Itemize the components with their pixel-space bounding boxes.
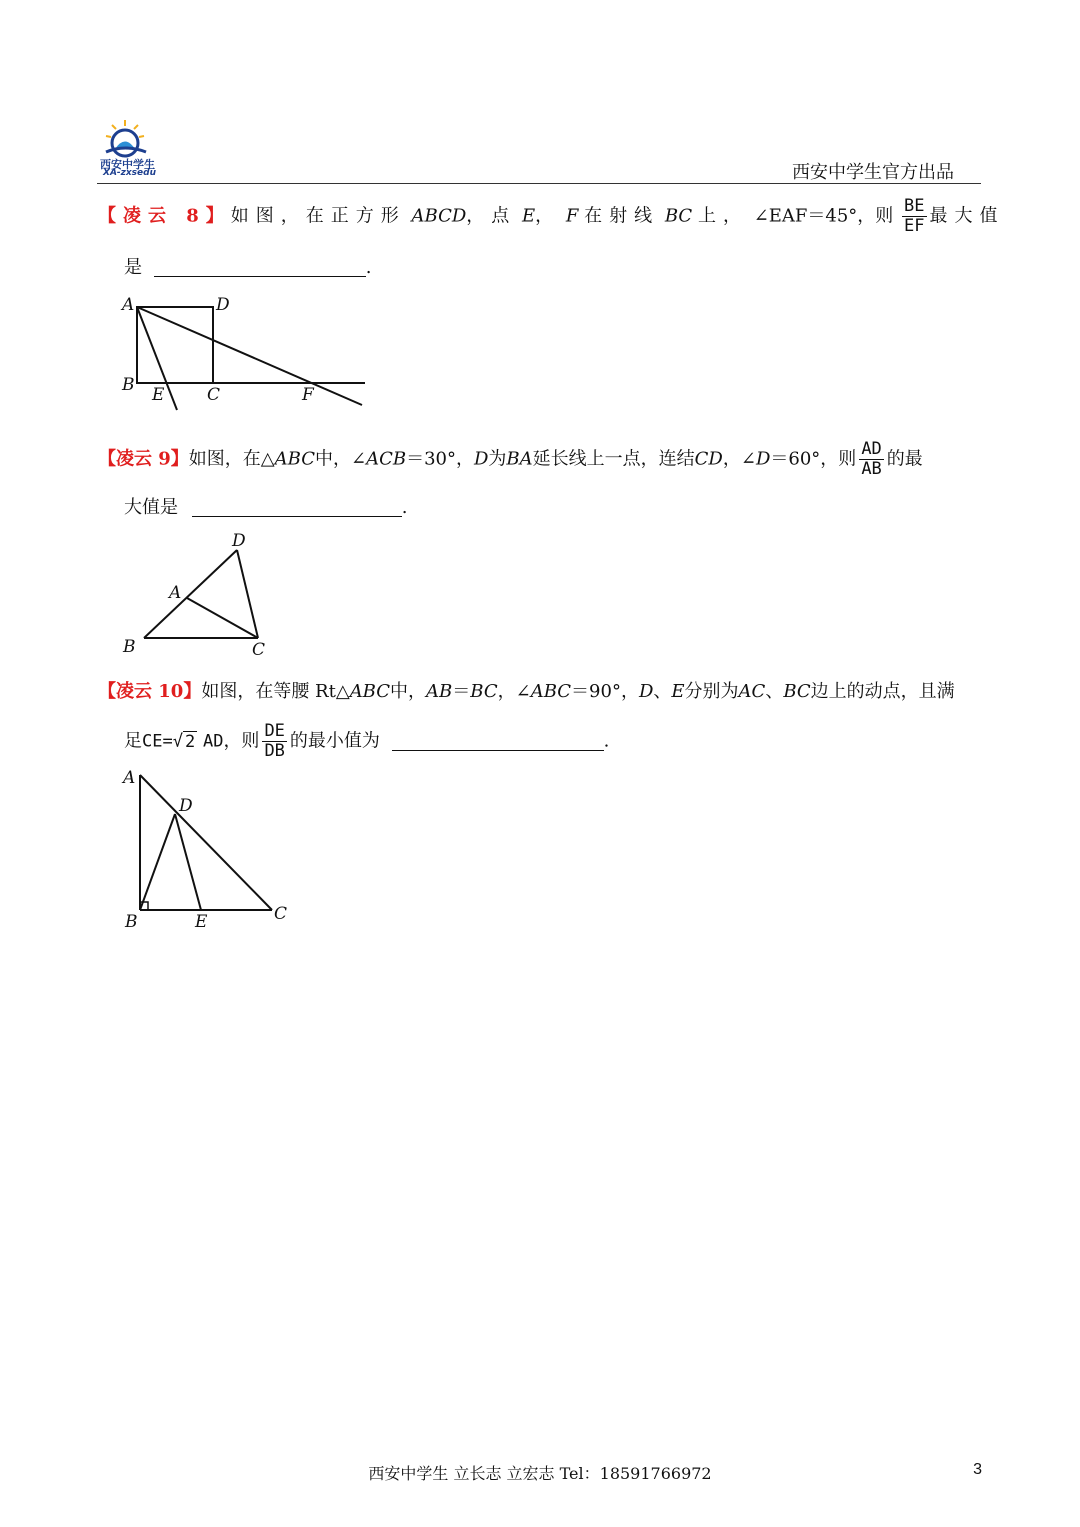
fraction-ad-ab: $\frac{AD}{AB}$ (861, 439, 882, 479)
label-d: D (216, 295, 230, 315)
label-e: E (195, 912, 208, 932)
label-b: B (125, 912, 138, 932)
label-a: A (122, 295, 135, 315)
fraction-de-db: $\frac{DE}{DB}$ (264, 721, 285, 761)
figure-10 (115, 765, 300, 939)
question-10-line-1: 【凌云 10】如图，在等腰 Rt△ABC中，AB＝BC，∠ABC＝90°，D、E分别为AC、BC边上的动点，且满 (98, 681, 955, 702)
figure-9 (115, 528, 285, 667)
segment-de (175, 814, 201, 910)
label-e: E (152, 385, 165, 405)
label-b: B (122, 375, 135, 395)
logo-subtext: XA-zxsedu (103, 168, 156, 178)
question-9-line-2: 大值是 . (124, 497, 408, 518)
label-a: A (123, 768, 136, 788)
line-af (137, 307, 362, 405)
segment-ac (140, 775, 272, 910)
label-d: D (179, 796, 193, 816)
logo-text: 西安中学生 (100, 158, 155, 171)
label-f: F (302, 385, 314, 405)
header-title: 西安中学生官方出品 (792, 162, 954, 183)
question-9-line-1: 【凌云 9】如图，在△ABC中，∠ACB＝30°，D为BA延长线上一点，连结CD，∠D＝60°，则 $\frac{AD}{AB}$ 的最 (98, 439, 923, 479)
label-c: C (252, 640, 266, 660)
question-10-line-2: 足CE=√ 2 AD，则 $\frac{DE}{DB}$ 的最小值为 . (124, 721, 610, 761)
footer-text: 西安中学生 立长志 立宏志 Tel：18591766972 (368, 1464, 712, 1483)
question-9-tag: 【凌云 9】 (98, 448, 189, 470)
question-8-line-2: 是 . (124, 257, 372, 278)
label-b: B (123, 637, 136, 657)
label-c: C (274, 904, 288, 924)
question-8-line-1: 【凌云 8】如图，在正方形 ABCD，点 E， F 在射线 BC 上， ∠EAF＝45°，则 $\frac{BE}{EF}$ 最大值 (98, 196, 1005, 236)
segment-db (140, 814, 175, 910)
header-divider (97, 183, 981, 184)
segment-dc (237, 550, 258, 638)
segment-bd (144, 550, 237, 638)
answer-blank-9[interactable] (192, 498, 402, 517)
figure-8 (112, 290, 382, 419)
page-number: 3 (973, 1461, 982, 1478)
square-abcd (137, 307, 213, 383)
answer-blank-10[interactable] (392, 732, 604, 751)
segment-ac (187, 598, 258, 638)
label-a: A (169, 583, 182, 603)
fraction-be-ef: $\frac{BE}{EF}$ (904, 196, 925, 236)
label-d: D (232, 531, 246, 551)
answer-blank-8[interactable] (154, 258, 366, 277)
label-c: C (207, 385, 221, 405)
question-8-tag: 【凌云 8】 (98, 205, 231, 227)
question-10-tag: 【凌云 10】 (98, 681, 202, 702)
